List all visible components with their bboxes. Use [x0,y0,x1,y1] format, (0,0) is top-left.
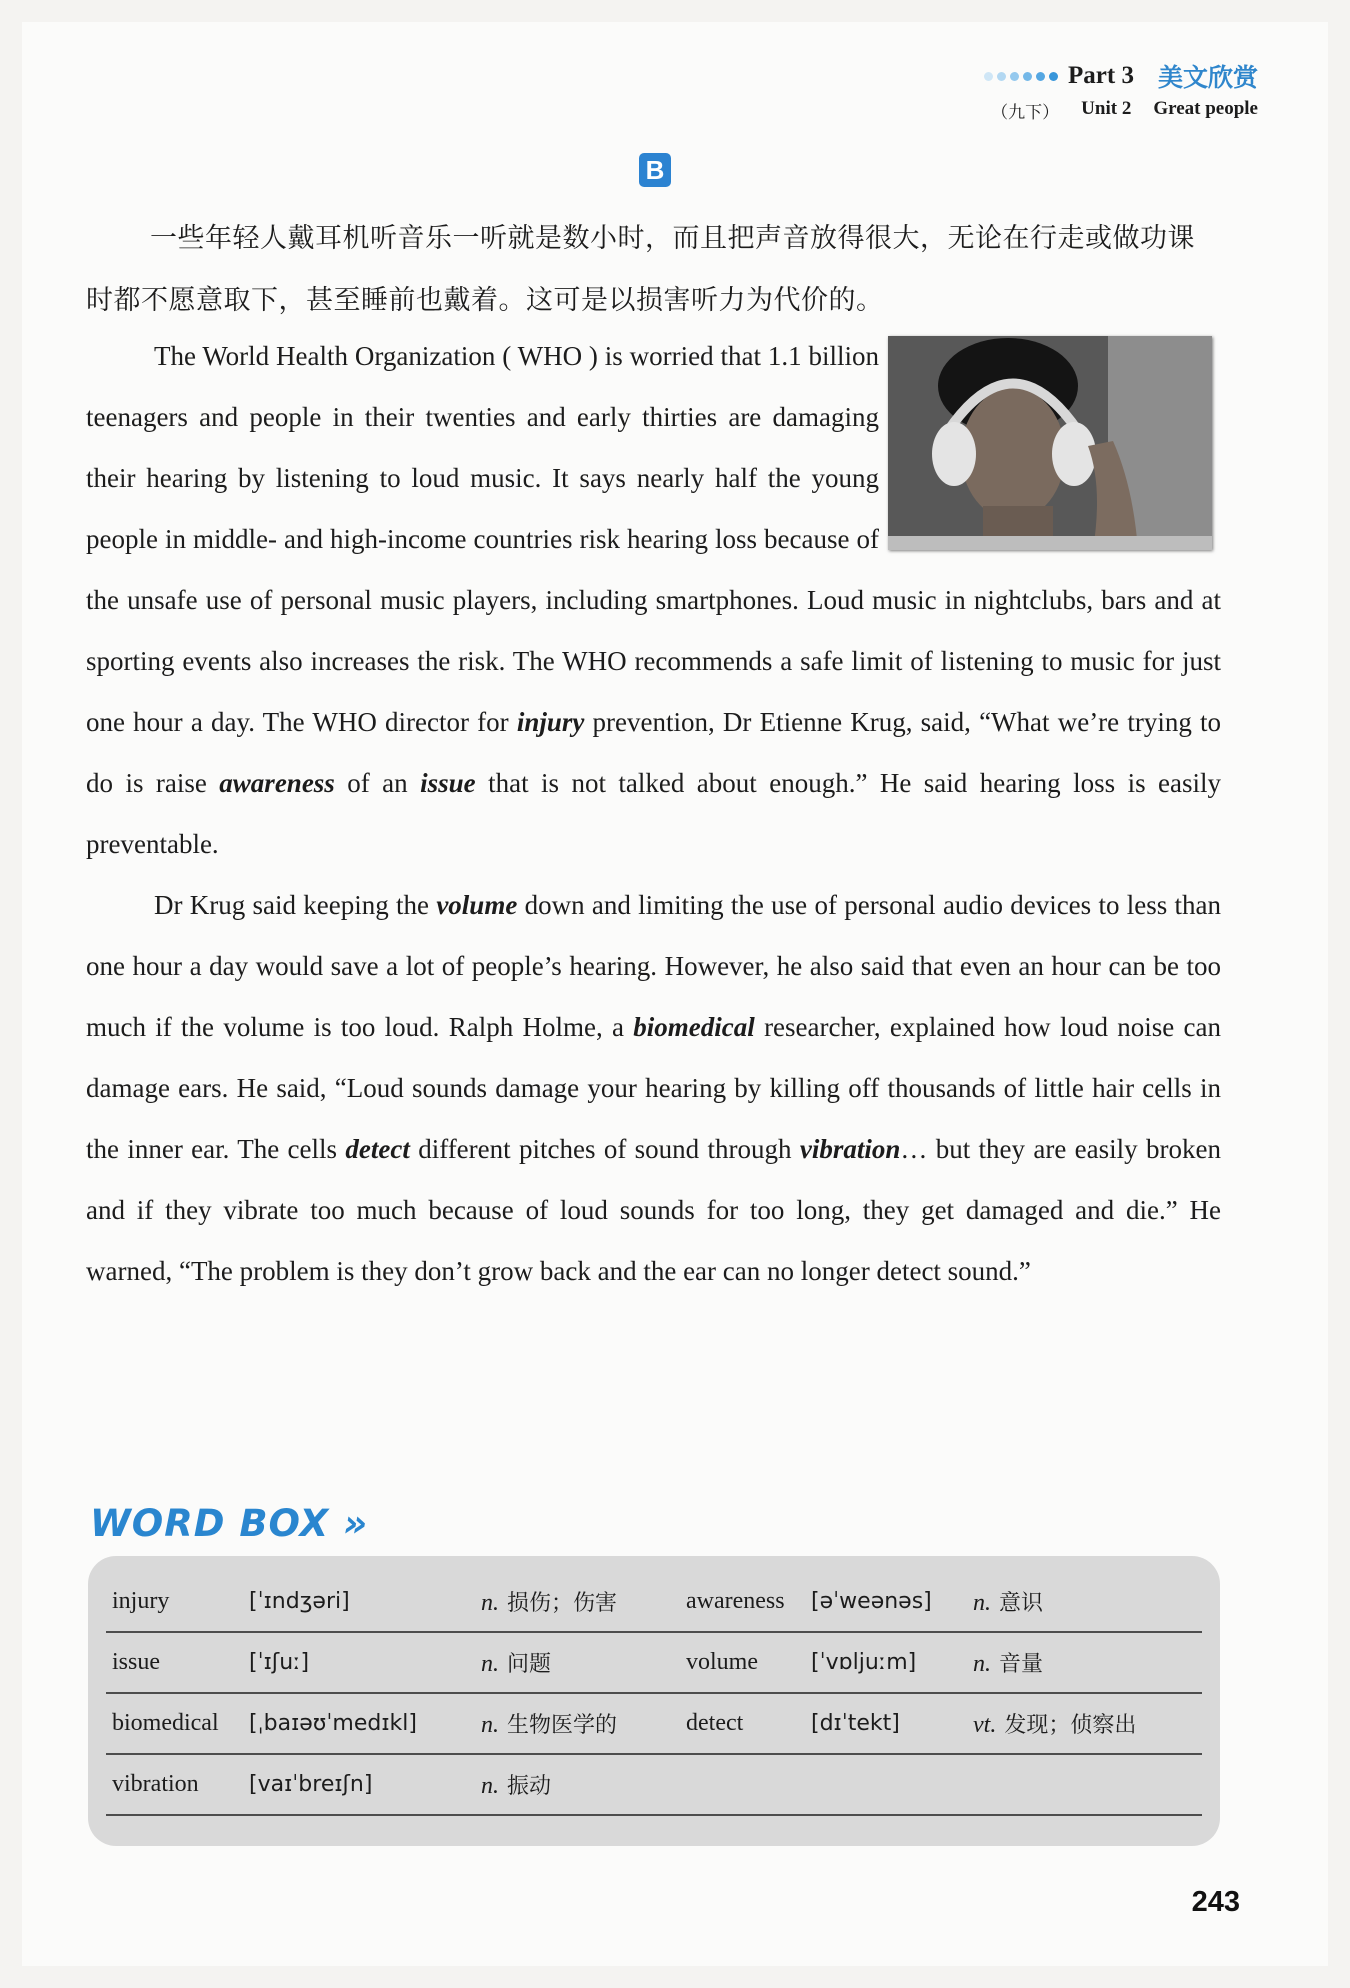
header-grade: （九下） [991,103,1060,123]
vocab-word: issue [106,1632,249,1693]
article-text: down and limiting the use of personal audio devices to less than one hour a day would save a lot of people’s hearing. However, he also said that even an hour can be too much if the volume is too loud. Ralph Holme, a [86,890,1221,1042]
vocab-meaning [481,1693,686,1754]
keyword-volume: volume [436,890,518,920]
chinese-meaning: 意识 [999,1591,1044,1616]
vocab-word: biomedical [106,1693,249,1754]
article-text: researcher, explained how loud noise can damage ears. He said, “Loud sounds damage your hearing by killing off thousands of little hair cells in the inner ear. The cells [86,1012,1221,1164]
chinese-meaning: 发现；侦察出 [1004,1713,1137,1738]
chinese-meaning: 音量 [999,1652,1044,1677]
keyword-issue: issue [420,768,476,798]
vocab-word: vibration [106,1754,249,1815]
vocab-word [686,1754,811,1815]
article-text: different pitches of sound through [409,1134,800,1164]
header-dot-icon [1023,72,1032,81]
header-dot-icon [997,72,1006,81]
article-text: of an [334,768,421,798]
vocab-word: volume [686,1632,811,1693]
header-section-title: 美文欣赏 [1157,63,1258,92]
vocab-meaning [973,1693,1202,1754]
header-dot-icon [1036,72,1045,81]
vocab-meaning [481,1754,686,1815]
vocab-row [106,1693,1202,1754]
running-header [984,58,1258,123]
header-part: Part 3 [1068,62,1134,89]
keyword-awareness: awareness [219,768,335,798]
header-unit-title: Great people [1153,98,1258,119]
keyword-injury: injury [516,707,585,737]
article-text: The World Health Organization ( WHO ) is worried that 1.1 billion teenagers and people in their twenties and early thirties are damaging their hearing by listening to loud music. It says nearly half the young people in middle- and high-income countries risk hearing loss because of the unsafe use of personal music players, including smartphones. Loud music in nightclubs, bars and at sporting events also increases the risk. The WHO recommends a safe limit of listening to music for just one hour a day. The WHO director for [86,341,1221,737]
vocab-word: injury [106,1572,249,1632]
section-badge: B [639,153,671,187]
keyword-vibration: vibration [799,1134,901,1164]
word-box [88,1556,1220,1846]
header-unit: Unit 2 [1081,98,1132,119]
header-dot-icon [1049,72,1058,81]
article-text: prevention, Dr Etienne Krug, said, “What we’re trying to do is raise [86,707,1222,798]
article-paragraph-2 [86,875,1221,1302]
part-of-speech: vt. [973,1712,997,1738]
article-text: Dr Krug said keeping the [154,890,437,920]
vocab-phonetic [811,1754,973,1815]
vocab-row [106,1572,1202,1632]
part-of-speech: n. [973,1590,991,1616]
chinese-meaning: 振动 [507,1774,552,1799]
vocab-word: awareness [686,1572,811,1632]
vocab-meaning [973,1572,1202,1632]
part-of-speech: n. [481,1773,499,1799]
chinese-intro: 一些年轻人戴耳机听音乐一听就是数小时，而且把声音放得很大，无论在行走或做功课时都不愿意取下，甚至睡前也戴着。这可是以损害听力为代价的。 [86,223,1195,316]
vocabulary-table [106,1572,1202,1816]
vocab-meaning [973,1754,1202,1815]
keyword-detect: detect [345,1134,410,1164]
part-of-speech: n. [481,1651,499,1677]
header-dot-icon [1010,72,1019,81]
part-of-speech: n. [481,1590,499,1616]
headphones-photo [888,336,1212,550]
chinese-meaning: 损伤；伤害 [507,1591,618,1616]
part-of-speech: n. [481,1712,499,1738]
vocab-word: detect [686,1693,811,1754]
word-box-title: WORD BOX » [90,1502,369,1545]
chinese-meaning: 问题 [507,1652,552,1677]
vocab-meaning [481,1572,686,1632]
vocab-phonetic: [ˈɪndʒəri] [249,1572,481,1632]
keyword-biomedical: biomedical [633,1012,755,1042]
vocab-phonetic: [ˈvɒljuːm] [811,1632,973,1693]
article-text: … but they are easily broken and if they vibrate too much because of loud sounds for too long, they get damaged and die.” He warned, “The problem is they don’t grow back and the ear can no longer detect sound.” [86,1134,1221,1286]
vocab-meaning [481,1632,686,1693]
part-of-speech: n. [973,1651,991,1677]
vocab-phonetic: [ˌbaɪəʊˈmedɪkl] [249,1693,481,1754]
vocab-phonetic: [ˈɪʃuː] [249,1632,481,1693]
article-text: that is not talked about enough.” He said hearing loss is easily preventable. [86,768,1221,859]
decorative-dots-icon [984,72,1058,81]
header-dot-icon [984,72,993,81]
page-number: 243 [1191,1886,1240,1918]
chinese-meaning: 生物医学的 [507,1713,618,1738]
vocab-row [106,1754,1202,1815]
vocab-phonetic: [vaɪˈbreɪʃn] [249,1754,481,1815]
vocab-phonetic: [əˈweənəs] [811,1572,973,1632]
boy-with-headphones-icon [888,336,1212,550]
vocab-meaning [973,1632,1202,1693]
vocab-phonetic: [dɪˈtekt] [811,1693,973,1754]
vocab-row [106,1632,1202,1693]
